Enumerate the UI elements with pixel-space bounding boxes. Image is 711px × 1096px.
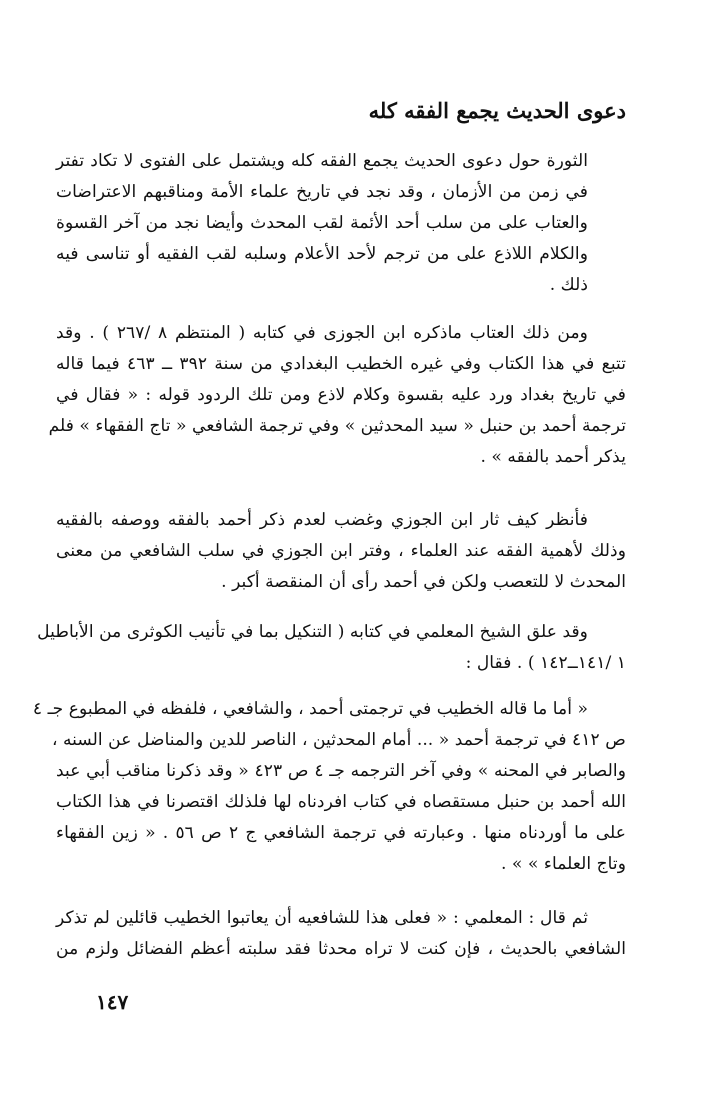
text-line: وذلك لأهمية الفقه عند العلماء ، وفتر ابن الجوزي في سلب الشافعي من معنى (56, 541, 626, 561)
text-line: تتبع في هذا الكتاب وفي غيره الخطيب البغدادي من سنة ٣٩٢ ــ ٤٦٣ فيما قاله (56, 354, 626, 374)
page-number: ١٤٧ (96, 990, 129, 1014)
text-line: ومن ذلك العتاب ماذكره ابن الجوزى في كتابه ( المنتظم ٨ /٢٦٧ ) . وقد (56, 323, 588, 343)
text-line: في تاريخ بغداد ورد عليه بقسوة وكلام لاذع ومن تلك الردود قوله : « فقال في (56, 385, 626, 405)
text-line: والعتاب على من سلب أحد الأئمة لقب المحدث وأيضا نجد من آخر القسوة (56, 213, 588, 233)
text-line: ص ٤١٢ في ترجمة أحمد « ... أمام المحدثين ، الناصر للدين والمناضل عن السنه ، (51, 730, 626, 750)
section-heading: دعوى الحديث يجمع الفقه كله (368, 98, 626, 123)
text-line: والكلام اللاذع على من ترجم لأحد الأعلام وسلبه لقب الفقيه أو تناسى فيه (56, 244, 588, 264)
text-line: على ما أوردناه منها . وعبارته في ترجمة الشافعي ج ٢ ص ٥٦ . « زين الفقهاء (56, 823, 626, 843)
text-line: « أما ما قاله الخطيب في ترجمتى أحمد ، والشافعي ، فلفظه في المطبوع جـ ٤ (32, 699, 588, 719)
text-line: المحدث لا للتعصب ولكن في أحمد رأى أن المنقصة أكبر . (221, 572, 626, 592)
paragraph-5 (32, 694, 626, 880)
text-line: يذكر أحمد بالفقه » . (480, 447, 626, 467)
text-line: الثورة حول دعوى الحديث يجمع الفقه كله ويشتمل على الفتوى لا تكاد تفتر (56, 151, 588, 171)
text-line: في زمن من الأزمان ، وقد نجد في تاريخ علماء الأمة ومناقبهم الاعتراضات (56, 182, 588, 202)
paragraph-2 (48, 318, 626, 473)
text-line: وتاج العلماء » » . (500, 854, 626, 874)
text-line: ثم قال : المعلمي : « فعلى هذا للشافعيه أن يعاتبوا الخطيب قائلين لم تذكر (56, 908, 588, 928)
paragraph-6 (56, 903, 626, 965)
text-line: ذلك . (549, 275, 588, 295)
text-line: ترجمة أحمد بن حنبل « سيد المحدثين » وفي ترجمة الشافعي « تاج الفقهاء » فلم (48, 416, 626, 436)
text-line: والصابر في المحنه » وفي آخر الترجمه جـ ٤ ص ٤٢٣ « وقد ذكرنا مناقب أبي عبد (56, 761, 626, 781)
text-line: وقد علق الشيخ المعلمي في كتابه ( التنكيل بما في تأنيب الكوثرى من الأباطيل (37, 622, 588, 642)
paragraph-1 (56, 146, 626, 301)
paragraph-3 (56, 505, 626, 598)
paragraph-4 (37, 617, 626, 679)
text-line: الله أحمد بن حنبل مستقصاه في كتاب افردناه لها فلذلك اقتصرنا في هذا الكتاب (56, 792, 626, 812)
text-line: ١ /١٤١ــ١٤٢ ) . فقال : (465, 653, 626, 673)
text-line: الشافعي بالحديث ، فإن كنت لا تراه محدثا فقد سلبته أعظم الفضائل ولزم من (56, 939, 626, 959)
text-line: فأنظر كيف ثار ابن الجوزي وغضب لعدم ذكر أحمد بالفقه ووصفه بالفقيه (56, 510, 588, 530)
